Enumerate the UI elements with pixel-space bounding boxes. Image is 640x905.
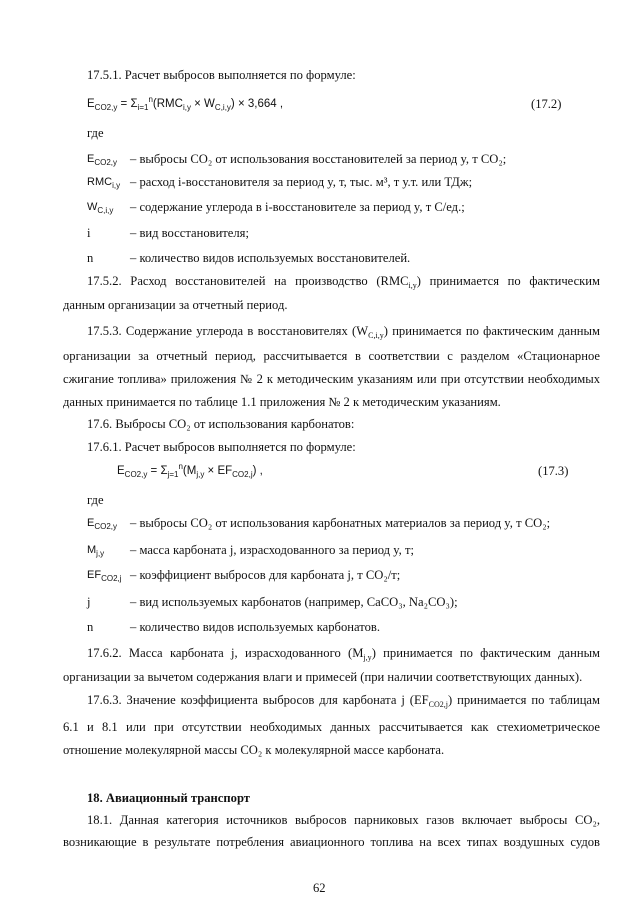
definition-rmc: – расход i-восстановителя за период y, т, тыс. м³, т у.т. или ТДж; (130, 175, 473, 189)
paragraph-17-6-3-line2: 6.1 и 8.1 или при отсутствии необходимых данных рассчитывается как стехиометрическое (63, 720, 600, 734)
definition-m: – масса карбоната j, израсходованного за период y, т; (130, 543, 414, 557)
symbol-ef: $EF_{CO2,j}$ (87, 569, 122, 583)
definition-e-co2: – выбросы CO₂ от использования восстановителей за период y, т CO₂; (130, 152, 507, 166)
symbol-j: j (87, 595, 91, 609)
formula-17-3: $E_{CO2,y} = \Sigma_{j=1}^n(M_{j,y} \times EF_{CO2,j})$ , (117, 462, 263, 479)
paragraph-17-5-2-line2: данным организации за отчетный период. (63, 298, 288, 312)
symbol-w: $W_{C,i,y}$ (87, 201, 114, 215)
equation-number-17-2: (17.2) (531, 97, 562, 111)
paragraph-17-6-3-line1: 17.6.3. Значение коэффициента выбросов для карбоната j $(EF_{CO2,j})$ принимается по таблицам (87, 693, 600, 709)
symbol-m: $M_{j,y}$ (87, 544, 105, 558)
paragraph-17-5-3-line1: 17.5.3. Содержание углерода в восстановителях $(W_{C,i,y})$ принимается по фактическим данным (87, 324, 600, 340)
paragraph-17-6-1-intro: 17.6.1. Расчет выбросов выполняется по формуле: (87, 440, 356, 454)
definition-n-carbonate: – количество видов используемых карбонатов. (130, 620, 380, 634)
where-label-2: где (87, 493, 104, 507)
definition-w: – содержание углерода в i-восстановителе за период y, т С/ед.; (130, 200, 465, 214)
symbol-i: i (87, 226, 91, 240)
paragraph-17-5-2-line1: 17.5.2. Расход восстановителей на производство $(RMC_{i,y})$ принимается по фактическим (87, 274, 600, 290)
page-number: 62 (313, 881, 326, 895)
symbol-n-carbonate: n (87, 620, 94, 634)
paragraph-18-1-line2: возникающие в результате потребления авиационного топлива на всех типах воздушных судов (63, 835, 600, 849)
definition-j: – вид используемых карбонатов (например, CaCO₃, Na₂CO₃); (130, 595, 458, 609)
symbol-rmc: $RMC_{i,y}$ (87, 176, 121, 190)
equation-number-17-3: (17.3) (538, 464, 569, 478)
formula-17-2: $E_{CO2,y} = \Sigma_{i=1}^n(RMC_{i,y} \times W_{C,i,y}) \times 3,664$ , (87, 95, 284, 112)
section-18-heading: 18. Авиационный транспорт (87, 791, 250, 805)
paragraph-17-6-2-line1: 17.6.2. Масса карбоната j, израсходованного $(M_{j,y})$ принимается по фактическим данным (87, 646, 600, 662)
paragraph-17-5-3-line3: сжигание топлива» приложения № 2 к методическим указаниям или при отсутствии необходимых (63, 372, 600, 386)
paragraph-17-5-3-line4: данных принимается по таблице 1.1 приложения № 2 к методическим указаниям. (63, 395, 501, 409)
paragraph-17-6-2-line2: организации за вычетом содержания влаги и примесей (при наличии соответствующих данных). (63, 670, 583, 684)
section-17-6-title: 17.6. Выбросы CO₂ от использования карбонатов: (87, 417, 355, 431)
symbol-e-co2: $E_{CO2,y}$ (87, 153, 118, 167)
paragraph-17-6-3-line3: отношение молекулярной массы CO₂ к молекулярной массе карбоната. (63, 743, 445, 757)
where-label: где (87, 126, 104, 140)
paragraph-17-5-3-line2: организации за отчетный период, рассчитывается в соответствии с разделом «Стационарное (63, 349, 600, 363)
paragraph-18-1-line1: 18.1. Данная категория источников выбросов парниковых газов включает выбросы CO₂, (87, 813, 600, 827)
definition-ef: – коэффициент выбросов для карбоната j, т CO₂/т; (130, 568, 401, 582)
paragraph-17-5-1-intro: 17.5.1. Расчет выбросов выполняется по формуле: (87, 68, 356, 82)
symbol-e-co2-carbonate: $E_{CO2,y}$ (87, 517, 118, 531)
definition-e-co2-carbonate: – выбросы CO₂ от использования карбонатных материалов за период y, т CO₂; (130, 516, 551, 530)
definition-i: – вид восстановителя; (130, 226, 249, 240)
definition-n: – количество видов используемых восстановителей. (130, 251, 411, 265)
symbol-n: n (87, 251, 94, 265)
